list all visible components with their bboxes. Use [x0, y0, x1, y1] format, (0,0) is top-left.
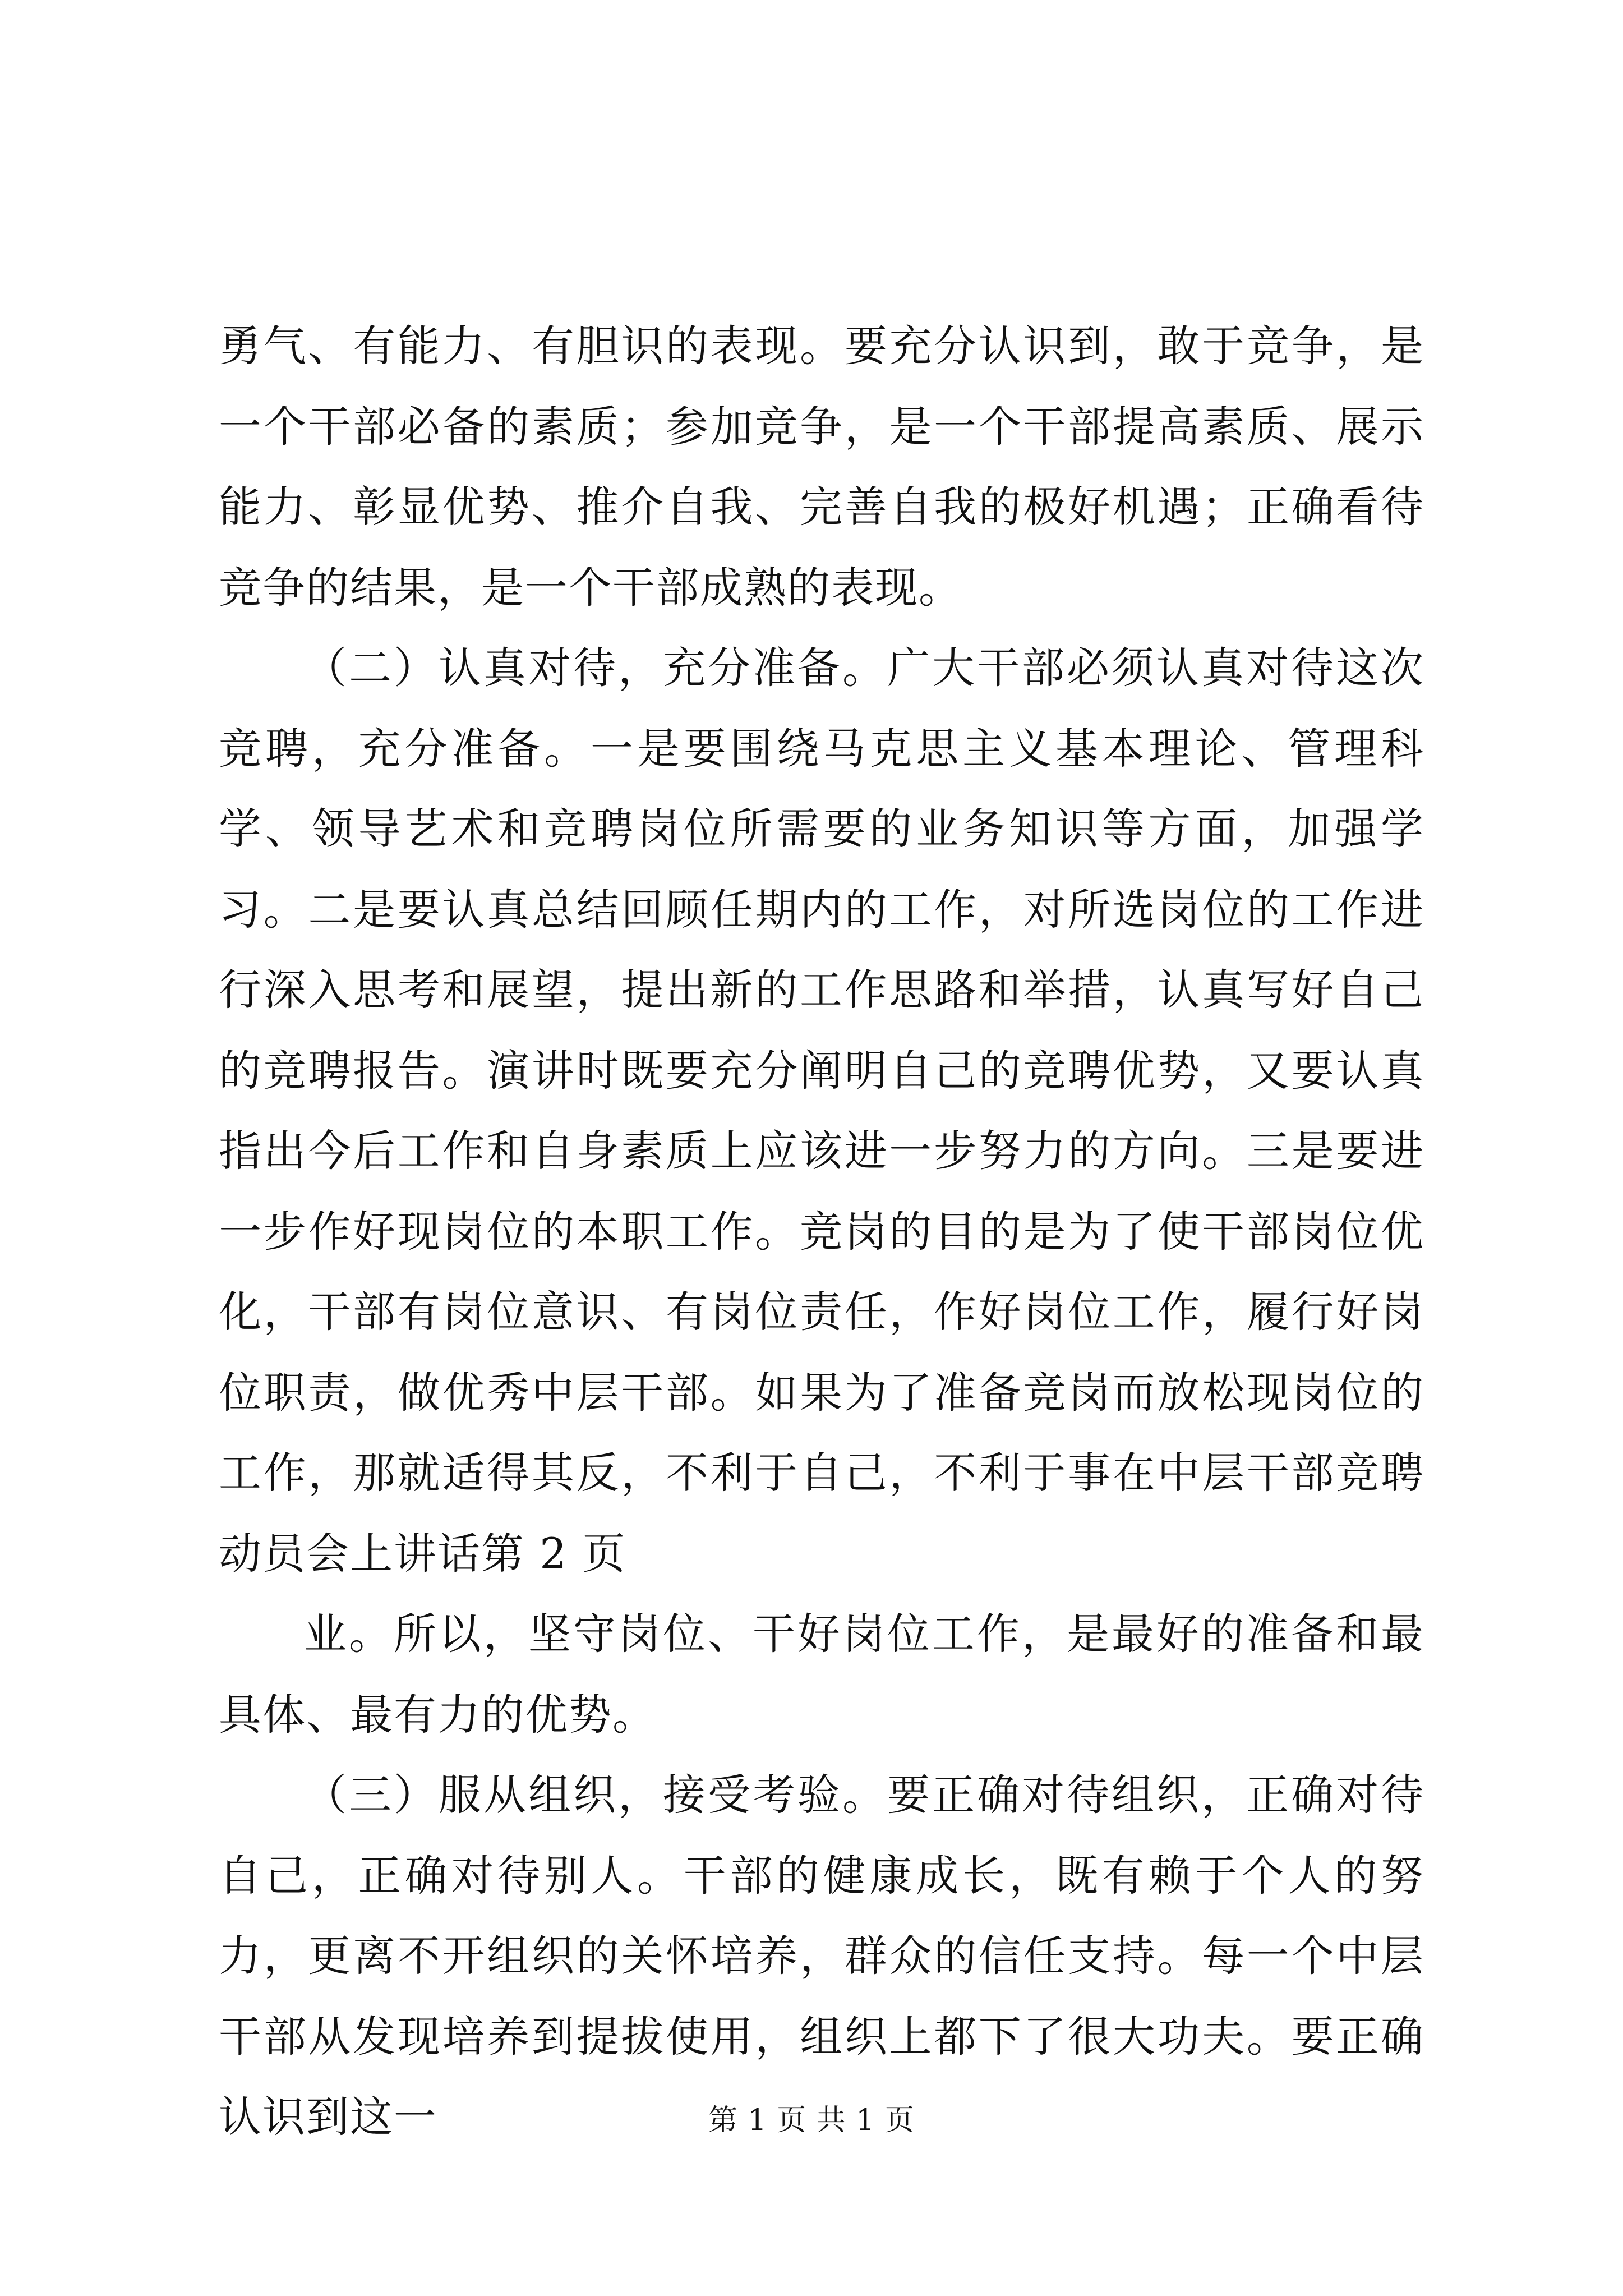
- paragraph-3: 业。所以，坚守岗位、干好岗位工作，是最好的准备和最具体、最有力的优势。: [219, 1609, 1424, 1740]
- paragraph-2: （二）认真对待，充分准备。广大干部必须认真对待这次竞聘，充分准备。一是要围绕马克思主义基本理论、管理科学、领导艺术和竞聘岗位所需要的业务知识等方面，加强学习。二是要认真总结回顾任期内的工作，对所选岗位的工作进行深入思考和展望，提出新的工作思路和举措，认真写好自己的竞聘报告。演讲时既要充分阐明自己的竞聘优势，又要认真指出今后工作和自身素质上应该进一步努力的方向。三是要进一步作好现岗位的本职工作。竞岗的目的是为了使干部岗位优化，干部有岗位意识、有岗位责任，作好岗位工作，履行好岗位职责，做优秀中层干部。如果为了准备竞岗而放松现岗位的工作，那就适得其反，不利于自己，不利于事在中层干部竞聘动员会上讲话第 2 页: [219, 643, 1424, 1579]
- paragraph-4: （三）服从组织，接受考验。要正确对待组织，正确对待自己，正确对待别人。干部的健康成长，既有赖于个人的努力，更离不开组织的关怀培养，群众的信任支持。每一个中层干部从发现培养到提拔使用，组织上都下了很大功夫。要正确认识到这一: [219, 1770, 1424, 2142]
- paragraph-1: 勇气、有能力、有胆识的表现。要充分认识到，敢于竞争，是一个干部必备的素质；参加竞争，是一个干部提高素质、展示能力、彰显优势、推介自我、完善自我的极好机遇；正确看待竞争的结果，是一个干部成熟的表现。: [219, 321, 1424, 613]
- document-body: [219, 306, 1424, 2157]
- page-footer: 第 1 页 共 1 页: [708, 2104, 915, 2137]
